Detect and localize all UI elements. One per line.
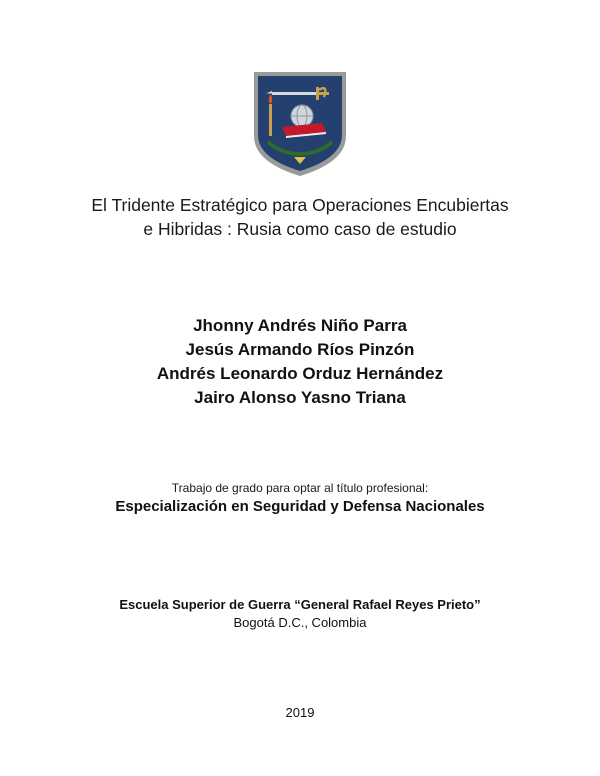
author-name: Andrés Leonardo Orduz Hernández	[156, 364, 444, 383]
thesis-title-line-1: El Tridente Estratégico para Operaciones Encubiertas	[91, 195, 509, 215]
institution-city: Bogotá D.C., Colombia	[233, 615, 367, 630]
year: 2019	[285, 705, 315, 720]
military-school-crest-icon	[252, 70, 348, 178]
institution-name: Escuela Superior de Guerra “General Rafael Reyes Prieto”	[119, 597, 481, 612]
author-name: Jhonny Andrés Niño Parra	[193, 316, 407, 335]
thesis-title-line-2: e Hibridas : Rusia como caso de estudio	[143, 219, 457, 239]
degree-name: Especialización en Seguridad y Defensa Nacionales	[115, 498, 485, 515]
author-name: Jairo Alonso Yasno Triana	[194, 388, 406, 407]
author-name: Jesús Armando Ríos Pinzón	[185, 340, 415, 359]
degree-intro: Trabajo de grado para optar al título profesional:	[171, 481, 429, 495]
